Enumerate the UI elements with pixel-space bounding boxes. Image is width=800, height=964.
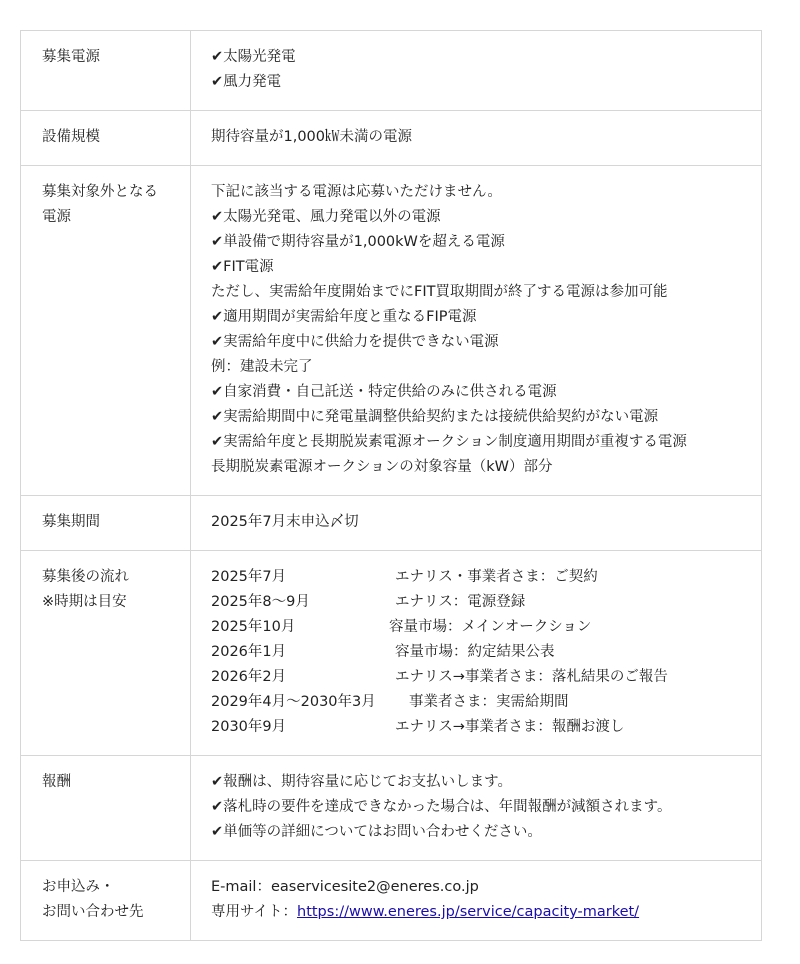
row-reward <box>21 756 762 861</box>
row-content <box>191 496 762 551</box>
timeline-item <box>211 665 761 690</box>
contact-site <box>211 900 761 925</box>
content-line: ただし、実需給年度開始までにFIT買取期間が終了する電源は参加可能 <box>211 284 668 300</box>
row-content <box>191 551 762 756</box>
content-line: ✔太陽光発電 <box>211 49 296 65</box>
content-line: ✔適用期間が実需給年度と重なるFIP電源 <box>211 309 477 325</box>
timeline-desc: エナリス→事業者さま：落札結果のご報告 <box>395 669 668 685</box>
timeline-item <box>211 590 761 615</box>
content-line: ✔自家消費・自己託送・特定供給のみに供される電源 <box>211 384 557 400</box>
row-label <box>21 551 191 756</box>
row-label <box>21 756 191 861</box>
timeline-date: 2026年2月 <box>211 669 287 685</box>
content-line: ✔太陽光発電、風力発電以外の電源 <box>211 209 441 225</box>
content-line: 期待容量が1,000㎾未満の電源 <box>211 129 413 145</box>
row-content <box>191 166 762 496</box>
content-line: ✔実需給年度と長期脱炭素電源オークション制度適用期間が重複する電源 <box>211 434 687 450</box>
timeline-item <box>211 565 761 590</box>
timeline-item <box>211 715 761 740</box>
row-label <box>21 166 191 496</box>
timeline-date: 2025年7月 <box>211 569 287 585</box>
row-contact <box>21 861 762 941</box>
row-scale <box>21 111 762 166</box>
content-line: ✔風力発電 <box>211 74 282 90</box>
timeline-desc: 容量市場：約定結果公表 <box>395 644 555 660</box>
content-line: ✔FIT電源 <box>211 259 274 275</box>
content-line: ✔落札時の要件を達成できなかった場合は、年間報酬が減額されます。 <box>211 799 672 815</box>
timeline-date: 2025年8〜9月 <box>211 594 310 610</box>
label-text: 募集対象外となる <box>42 184 158 200</box>
timeline-desc: 事業者さま：実需給期間 <box>409 694 569 710</box>
row-label <box>21 496 191 551</box>
content-line: 例：建設未完了 <box>211 359 313 375</box>
row-excluded <box>21 166 762 496</box>
label-text: 募集期間 <box>42 514 100 530</box>
timeline-desc: エナリス：電源登録 <box>395 594 526 610</box>
timeline-desc: 容量市場：メインオークション <box>389 619 592 635</box>
timeline-item <box>211 640 761 665</box>
label-text: お申込み・ <box>42 879 115 895</box>
row-content <box>191 111 762 166</box>
label-text: 設備規模 <box>42 129 100 145</box>
row-label <box>21 861 191 941</box>
timeline-desc: エナリス・事業者さま：ご契約 <box>395 569 598 585</box>
label-text: 報酬 <box>42 774 71 790</box>
label-text: ※時期は目安 <box>42 594 127 610</box>
row-content <box>191 756 762 861</box>
row-content <box>191 861 762 941</box>
contact-email: E-mail：easervicesite2@eneres.co.jp <box>211 879 479 895</box>
timeline-item <box>211 690 761 715</box>
timeline-date: 2025年10月 <box>211 619 296 635</box>
row-label <box>21 31 191 111</box>
row-label <box>21 111 191 166</box>
capacity-market-link[interactable]: https://www.eneres.jp/service/capacity-market/ <box>297 904 640 920</box>
timeline-date: 2030年9月 <box>211 719 287 735</box>
timeline-date: 2026年1月 <box>211 644 287 660</box>
label-text: 電源 <box>42 209 71 225</box>
content-line: 下記に該当する電源は応募いただけません。 <box>211 184 502 200</box>
label-text: 募集後の流れ <box>42 569 129 585</box>
label-text: お問い合わせ先 <box>42 904 144 920</box>
timeline-item <box>211 615 761 640</box>
site-prefix: 専用サイト： <box>211 904 297 920</box>
timeline-desc: エナリス→事業者さま：報酬お渡し <box>395 719 625 735</box>
content-line: ✔報酬は、期待容量に応じてお支払いします。 <box>211 774 512 790</box>
content-line: ✔単設備で期待容量が1,000kWを超える電源 <box>211 234 505 250</box>
row-content <box>191 31 762 111</box>
label-text: 募集電源 <box>42 49 100 65</box>
content-line: ✔実需給年度中に供給力を提供できない電源 <box>211 334 499 350</box>
row-period <box>21 496 762 551</box>
content-line: 2025年7月末申込〆切 <box>211 514 359 530</box>
row-source <box>21 31 762 111</box>
content-line: ✔単価等の詳細についてはお問い合わせください。 <box>211 824 542 840</box>
row-flow <box>21 551 762 756</box>
recruitment-info-table <box>20 30 762 941</box>
content-line: ✔実需給期間中に発電量調整供給契約または接続供給契約がない電源 <box>211 409 659 425</box>
content-line: 長期脱炭素電源オークションの対象容量（kW）部分 <box>211 459 553 475</box>
timeline-date: 2029年4月〜2030年3月 <box>211 694 376 710</box>
